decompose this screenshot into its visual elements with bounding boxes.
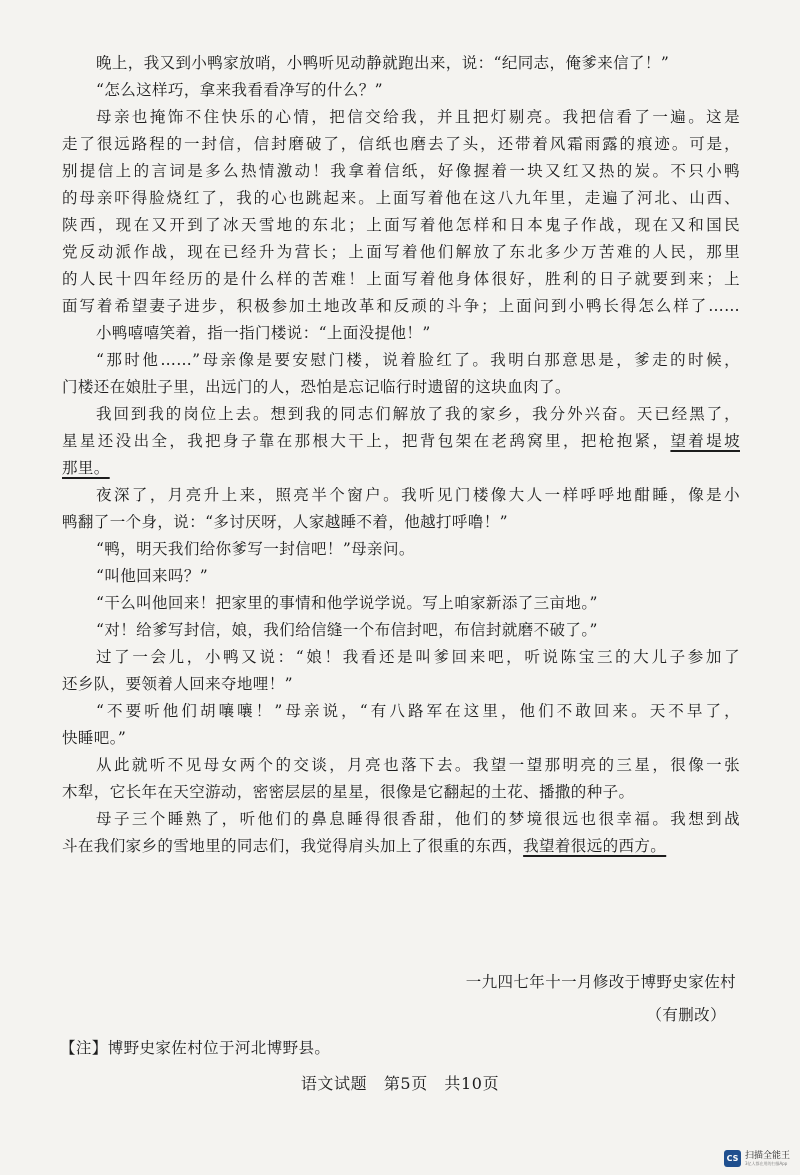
line-text: 别提信上的言词是多么热情激动！我拿着信纸，好像握着一块又红又热的炭。不只小鸭 <box>62 162 740 180</box>
underlined-phrase: 那里。 <box>62 459 110 477</box>
passage-line <box>62 833 740 860</box>
line-text: 木犁，它长年在天空游动，密密层层的星星，很像是它翻起的土花、播撒的种子。 <box>62 783 635 801</box>
passage-line <box>62 212 740 239</box>
passage-line <box>62 293 740 320</box>
passage-line <box>62 644 740 671</box>
line-text: “干么叫他回来！把家里的事情和他学说学说。写上咱家新添了三亩地。” <box>96 594 598 612</box>
line-text: 的母亲吓得脸烧红了，我的心也跳起来。上面写着他在这八九年里，走遍了河北、山西、 <box>62 189 740 207</box>
passage-line <box>62 617 740 644</box>
passage-line <box>62 158 740 185</box>
passage-line <box>62 185 740 212</box>
camscanner-logo-icon: CS <box>724 1150 741 1167</box>
passage-line <box>62 50 740 77</box>
dateline: 一九四七年十一月修改于博野史家佐村 <box>465 973 736 991</box>
page-footer: 语文试题 第5页 共10页 <box>300 1074 500 1093</box>
line-text: 走了很远路程的一封信，信封磨破了，信纸也磨去了头，还带着风霜雨露的痕迹。可是， <box>62 135 740 153</box>
line-text: 斗在我们家乡的雪地里的同志们，我觉得肩头加上了很重的东西， <box>62 837 524 855</box>
passage-text <box>62 50 740 860</box>
line-text: “那时他……”母亲像是要安慰门楼，说着脸红了。我明白那意思是，爹走的时候， <box>96 351 740 369</box>
line-text: 我回到我的岗位上去。想到我的同志们解放了我的家乡，我分外兴奋。天已经黑了， <box>96 405 740 423</box>
line-text: 面写着希望妻子进步，积极参加土地改革和反顽的斗争；上面问到小鸭长得怎么样了…… <box>62 297 740 315</box>
line-text: “叫他回来吗？” <box>96 567 209 585</box>
revision-note: （有删改） <box>646 1006 726 1024</box>
passage-line <box>62 779 740 806</box>
line-text: “对！给爹写封信，娘，我们给信缝一个布信封吧，布信封就磨不破了。” <box>96 621 598 639</box>
line-text: 星星还没出全，我把身子靠在那根大干上，把背包架在老鸹窝里，把枪抱紧， <box>62 432 671 450</box>
line-text: “鸭，明天我们给你爹写一封信吧！”母亲问。 <box>96 540 415 558</box>
passage-line <box>62 563 740 590</box>
footnote-label: 【注】 <box>60 1039 108 1057</box>
passage-line <box>62 347 740 374</box>
line-text: 陕西，现在又开到了冰天雪地的东北；上面写着他怎样和日本鬼子作战，现在又和国民 <box>62 216 740 234</box>
line-text: 小鸭嘻嘻笑着，指一指门楼说：“上面没提他！” <box>96 324 431 342</box>
footnote-text: 博野史家佐村位于河北博野县。 <box>107 1039 331 1057</box>
line-text: 晚上，我又到小鸭家放哨，小鸭听见动静就跑出来，说：“纪同志，俺爹来信了！” <box>96 54 670 72</box>
scanner-watermark <box>724 1150 790 1167</box>
passage-line <box>62 401 740 428</box>
line-text: 党反动派作战，现在已经升为营长；上面写着他们解放了东北多少万苦难的人民，那里 <box>62 243 740 261</box>
line-text: 的人民十四年经历的是什么样的苦难！上面写着他身体很好，胜利的日子就要到来；上 <box>62 270 740 288</box>
passage-line <box>62 590 740 617</box>
passage-line <box>62 239 740 266</box>
line-text: 过了一会儿，小鸭又说：“娘！我看还是叫爹回来吧，听说陈宝三的大儿子参加了 <box>96 648 740 666</box>
underlined-phrase: 我望着很远的西方。 <box>523 837 667 855</box>
passage-line <box>62 131 740 158</box>
passage-line <box>62 77 740 104</box>
line-text: 夜深了，月亮升上来，照亮半个窗户。我听见门楼像大人一样呼呼地酣睡，像是小 <box>96 486 740 504</box>
passage-line <box>62 455 740 482</box>
line-text: 快睡吧。” <box>62 729 127 747</box>
line-text: “怎么这样巧，拿来我看看净写的什么？” <box>96 81 383 99</box>
passage-line <box>62 536 740 563</box>
passage-line <box>62 698 740 725</box>
passage-line <box>62 482 740 509</box>
watermark-title: 扫描全能王 <box>744 1151 790 1161</box>
line-text: “不要听他们胡嚷嚷！”母亲说，“有八路军在这里，他们不敢回来。天不早了， <box>96 702 740 720</box>
passage-line <box>62 104 740 131</box>
passage-line <box>62 374 740 401</box>
passage-line <box>62 725 740 752</box>
line-text: 母亲也掩饰不住快乐的心情，把信交给我，并且把灯剔亮。我把信看了一遍。这是 <box>96 108 740 126</box>
line-text: 母子三个睡熟了，听他们的鼻息睡得很香甜，他们的梦境很远也很幸福。我想到战 <box>96 810 740 828</box>
line-text: 门楼还在娘肚子里，出远门的人，恐怕是忘记临行时遗留的这块血肉了。 <box>62 378 571 396</box>
watermark-subtitle: 3亿人都在用的扫描App <box>744 1161 788 1166</box>
line-text: 从此就听不见母女两个的交谈，月亮也落下去。我望一望那明亮的三星，很像一张 <box>96 756 740 774</box>
passage-line <box>62 509 740 536</box>
line-text: 鸭翻了一个身，说：“多讨厌呀，人家越睡不着，他越打呼噜！” <box>62 513 508 531</box>
passage-line <box>62 266 740 293</box>
passage-line <box>62 806 740 833</box>
passage-line <box>62 428 740 455</box>
passage-line <box>62 671 740 698</box>
line-text: 还乡队，要领着人回来夺地哩！” <box>62 675 293 693</box>
footnote <box>60 1036 330 1058</box>
passage-line <box>62 320 740 347</box>
underlined-phrase: 望着堤坡 <box>670 432 740 450</box>
passage-line <box>62 752 740 779</box>
